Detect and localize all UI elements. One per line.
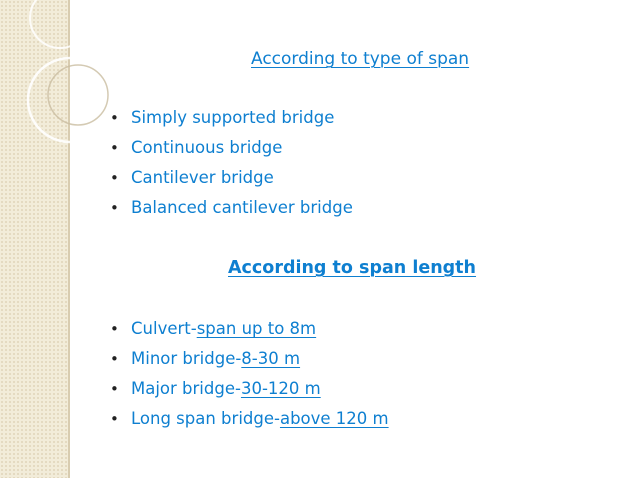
bullet-icon: •: [110, 380, 119, 398]
list-item-label: Major bridge-: [131, 379, 241, 398]
list-item-label: Culvert-: [131, 319, 197, 338]
list-item-text: Simply supported bridge: [131, 108, 335, 127]
list-item-text: Balanced cantilever bridge: [131, 198, 353, 217]
span-value: span up to 8m: [196, 319, 317, 338]
heading-span-length: According to span length: [228, 258, 477, 278]
list-item-text: Cantilever bridge: [131, 168, 274, 187]
bullet-icon: •: [110, 199, 119, 217]
bullet-icon: •: [110, 139, 119, 157]
list-item-text: Continuous bridge: [131, 138, 283, 157]
bullet-icon: •: [110, 410, 119, 428]
heading-span-type: According to type of span: [251, 49, 470, 69]
bullet-icon: •: [110, 109, 119, 127]
span-value: 30-120 m: [240, 379, 321, 398]
span-value: above 120 m: [279, 409, 389, 428]
span-value: 8-30 m: [241, 349, 301, 368]
bullet-icon: •: [110, 169, 119, 187]
bullet-icon: •: [110, 320, 119, 338]
bullet-icon: •: [110, 350, 119, 368]
list-item-label: Minor bridge-: [131, 349, 242, 368]
list-item-label: Long span bridge-: [131, 409, 280, 428]
